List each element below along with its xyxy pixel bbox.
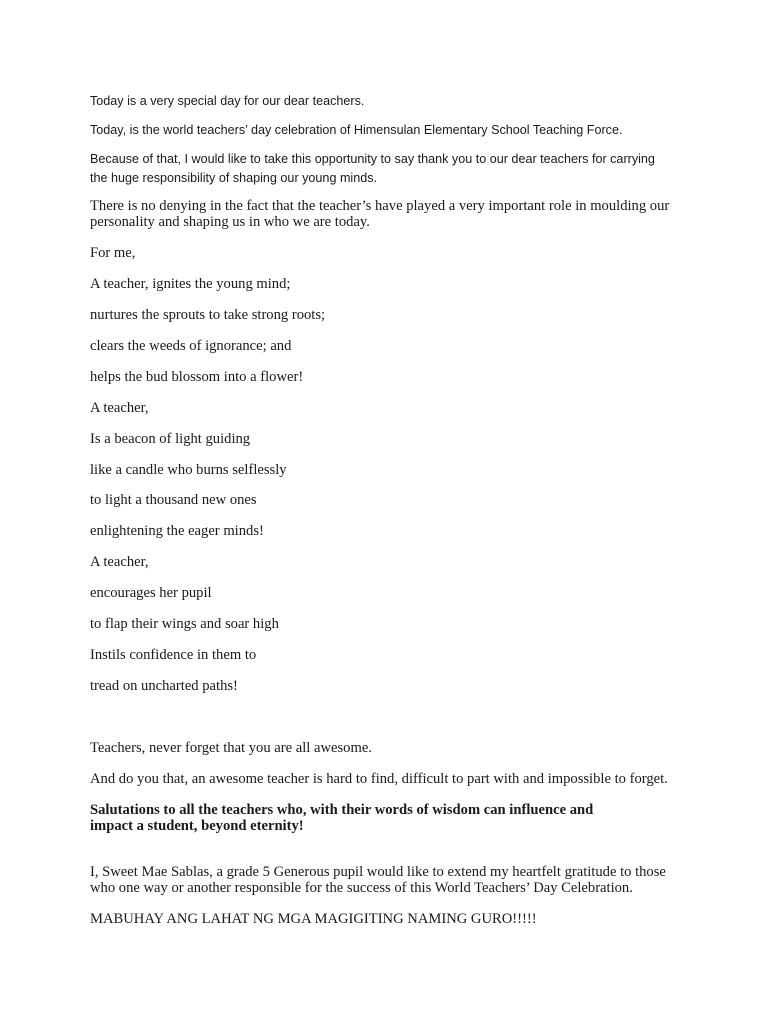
poem-line: A teacher, [90, 554, 149, 570]
poem-line: to light a thousand new ones [90, 492, 257, 508]
for-me-line: For me, [90, 245, 136, 261]
poem-line: enlightening the eager minds! [90, 523, 264, 539]
denying-paragraph-line-2: personality and shaping us in who we are today. [90, 214, 370, 230]
poem-line: nurtures the sprouts to take strong roots; [90, 307, 326, 323]
gratitude-line-1: I, Sweet Mae Sablas, a grade 5 Generous pupil would like to extend my heartfelt gratitude to those [90, 864, 666, 880]
poem-line: to flap their wings and soar high [90, 616, 279, 632]
poem-line: helps the bud blossom into a flower! [90, 369, 304, 385]
denying-paragraph-line-1: There is no denying in the fact that the teacher’s have played a very important role in moulding our [90, 198, 670, 214]
poem-line: A teacher, [90, 400, 149, 416]
hard-to-find-line: And do you that, an awesome teacher is hard to find, difficult to part with and impossible to forget. [90, 771, 668, 787]
poem-line: tread on uncharted paths! [90, 678, 238, 694]
salutations-line-2: impact a student, beyond eternity! [90, 818, 304, 834]
intro-line-1: Today is a very special day for our dear teachers. [90, 94, 365, 108]
poem-line: like a candle who burns selflessly [90, 462, 287, 478]
poem-line: A teacher, ignites the young mind; [90, 276, 291, 292]
closing-line: MABUHAY ANG LAHAT NG MGA MAGIGITING NAMING GURO!!!!! [90, 911, 537, 927]
awesome-line: Teachers, never forget that you are all awesome. [90, 740, 372, 756]
intro-line-2: Today, is the world teachers’ day celebration of Himensulan Elementary School Teaching Force. [90, 123, 623, 137]
poem-line: Instils confidence in them to [90, 647, 257, 663]
poem-line: clears the weeds of ignorance; and [90, 338, 292, 354]
poem-line: encourages her pupil [90, 585, 212, 601]
poem-line: Is a beacon of light guiding [90, 431, 251, 447]
gratitude-line-2: who one way or another responsible for the success of this World Teachers’ Day Celebration. [90, 880, 633, 896]
intro-line-4: the huge responsibility of shaping our young minds. [90, 171, 378, 185]
salutations-line-1: Salutations to all the teachers who, with their words of wisdom can influence and [90, 802, 594, 818]
intro-line-3: Because of that, I would like to take this opportunity to say thank you to our dear teachers for carrying [90, 152, 655, 166]
